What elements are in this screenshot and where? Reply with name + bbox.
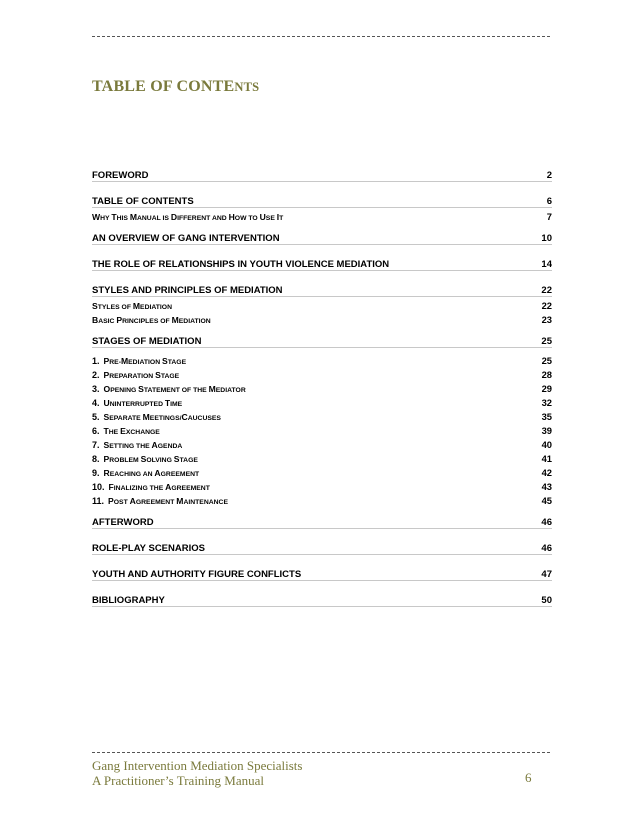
stage-list — [92, 352, 552, 506]
toc-label: AFTERWORD — [92, 517, 154, 528]
toc-page: 22 — [541, 300, 552, 311]
toc-label: 6. THE EXCHANGE — [92, 426, 160, 436]
toc-entry-relationships[interactable] — [92, 257, 552, 271]
toc-entry-stage[interactable] — [92, 478, 552, 492]
toc-label: 9. REACHING AN AGREEMENT — [92, 468, 200, 478]
toc-entry-foreword[interactable] — [92, 168, 552, 182]
toc-entry-stage[interactable] — [92, 436, 552, 450]
toc-entry-stage[interactable] — [92, 464, 552, 478]
toc-entry-styles-principles[interactable] — [92, 283, 552, 297]
toc-label: 4. UNINTERRUPTED TIME — [92, 398, 183, 408]
toc-label: 8. PROBLEM SOLVING STAGE — [92, 454, 198, 464]
toc-page: 23 — [541, 314, 552, 325]
toc-page: 50 — [541, 595, 552, 606]
toc-label: YOUTH AND AUTHORITY FIGURE CONFLICTS — [92, 569, 302, 580]
toc-label: THE ROLE OF RELATIONSHIPS IN YOUTH VIOLENCE MEDIATION — [92, 259, 390, 270]
toc-label: 7. SETTING THE AGENDA — [92, 440, 183, 450]
toc-page: 7 — [546, 211, 552, 222]
toc-entry-bibliography[interactable] — [92, 593, 552, 607]
toc-label: STYLES AND PRINCIPLES OF MEDIATION — [92, 285, 283, 296]
toc-page: 46 — [541, 543, 552, 554]
toc-entry-stages[interactable] — [92, 334, 552, 348]
header-rule — [92, 36, 550, 37]
toc-page: 25 — [541, 355, 552, 366]
toc-entry-stage[interactable] — [92, 352, 552, 366]
toc-label: FOREWORD — [92, 170, 149, 181]
toc-page: 6 — [546, 196, 552, 207]
toc-page: 22 — [541, 285, 552, 296]
toc-page: 10 — [541, 233, 552, 244]
toc-page: 14 — [541, 259, 552, 270]
toc-page: 35 — [541, 411, 552, 422]
toc-entry-stage[interactable] — [92, 380, 552, 394]
toc-page: 47 — [541, 569, 552, 580]
toc-label: ROLE-PLAY SCENARIOS — [92, 543, 205, 554]
toc-label: 1. PRE-MEDIATION STAGE — [92, 356, 187, 366]
page-number: 6 — [525, 770, 532, 785]
toc-entry-stage[interactable] — [92, 422, 552, 436]
toc-page: 42 — [541, 467, 552, 478]
toc-entry-stage[interactable] — [92, 408, 552, 422]
toc-label: 5. SEPARATE MEETINGS/CAUCUSES — [92, 412, 221, 422]
toc-page: 2 — [546, 170, 552, 181]
footer-rule — [92, 752, 550, 753]
footer-text — [92, 758, 302, 788]
toc-entry-stage[interactable] — [92, 366, 552, 380]
toc-label: STYLES OF MEDIATION — [92, 301, 173, 311]
toc-label: TABLE OF CONTENTS — [92, 196, 194, 207]
toc-entry-overview[interactable] — [92, 231, 552, 245]
toc-entry-table-of-contents[interactable] — [92, 194, 552, 208]
toc-entry-stage[interactable] — [92, 450, 552, 464]
toc-label: 2. PREPARATION STAGE — [92, 370, 180, 380]
toc-entry-youth-authority[interactable] — [92, 567, 552, 581]
toc-label: BASIC PRINCIPLES OF MEDIATION — [92, 315, 211, 325]
toc-page: 43 — [541, 481, 552, 492]
footer-line-1: Gang Intervention Mediation Specialists — [92, 758, 303, 773]
footer-line-2: A Practitioner’s Training Manual — [92, 773, 265, 788]
toc-label: STAGES OF MEDIATION — [92, 336, 202, 347]
toc-page: 32 — [541, 397, 552, 408]
toc-label: 3. OPENING STATEMENT OF THE MEDIATOR — [92, 384, 246, 394]
toc-label: BIBLIOGRAPHY — [92, 595, 165, 606]
table-of-contents — [92, 168, 552, 607]
toc-entry-styles-of-mediation[interactable] — [92, 297, 552, 311]
toc-entry-why-manual[interactable] — [92, 208, 552, 222]
toc-label: AN OVERVIEW OF GANG INTERVENTION — [92, 233, 280, 244]
toc-entry-stage[interactable] — [92, 492, 552, 506]
toc-entry-afterword[interactable] — [92, 515, 552, 529]
toc-page: 28 — [541, 369, 552, 380]
toc-label: 10. FINALIZING THE AGREEMENT — [92, 482, 210, 492]
toc-page: 39 — [541, 425, 552, 436]
toc-page: 25 — [541, 336, 552, 347]
toc-entry-stage[interactable] — [92, 394, 552, 408]
toc-label: 11. POST AGREEMENT MAINTENANCE — [92, 496, 228, 506]
toc-page: 45 — [541, 495, 552, 506]
toc-page: 46 — [541, 517, 552, 528]
toc-page: 41 — [541, 453, 552, 464]
page-title: TABLE OF CONTENTS — [92, 78, 260, 95]
toc-label: WHY THIS MANUAL IS DIFFERENT AND HOW TO USE IT — [92, 212, 284, 222]
toc-entry-basic-principles[interactable] — [92, 311, 552, 325]
toc-page: 40 — [541, 439, 552, 450]
toc-page: 29 — [541, 383, 552, 394]
toc-entry-role-play[interactable] — [92, 541, 552, 555]
